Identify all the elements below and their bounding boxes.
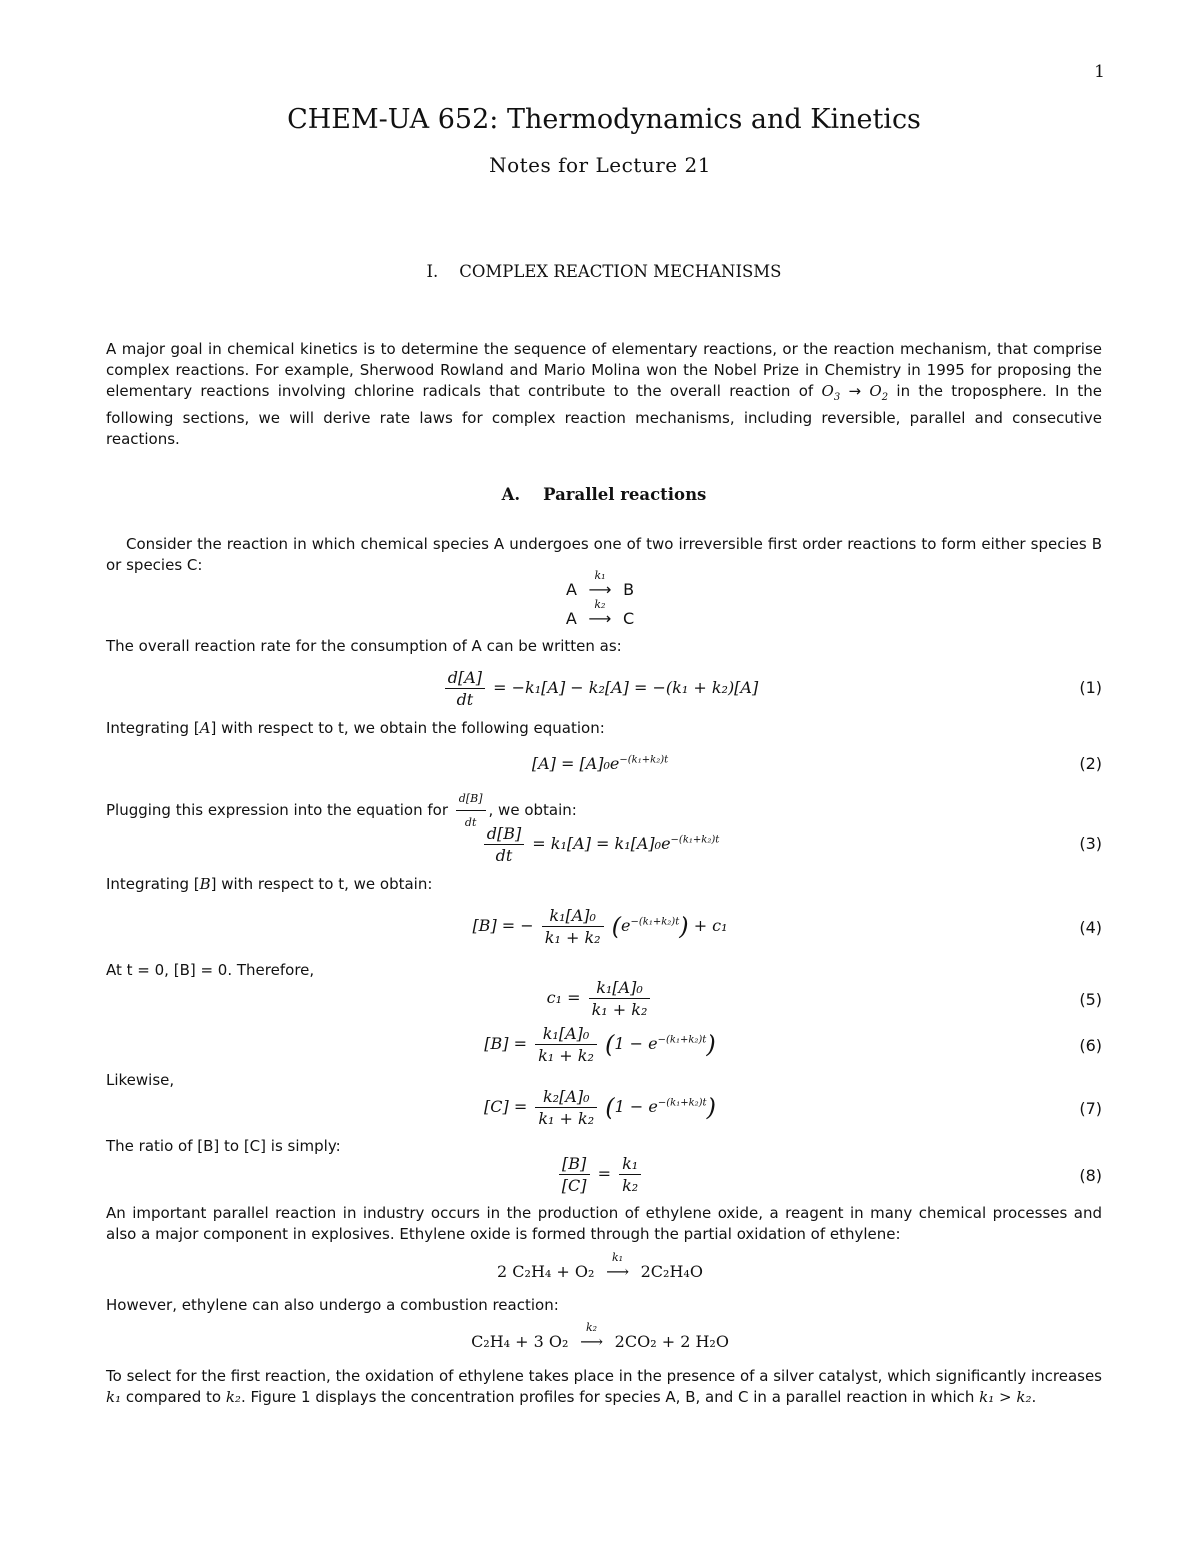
- rate-constant: k₂: [594, 598, 606, 611]
- exponent: −(k₁+k₂)t: [619, 754, 669, 766]
- numerator: k₁[A]₀: [535, 1024, 597, 1045]
- ratio-text: The ratio of [B] to [C] is simply:: [106, 1137, 341, 1155]
- products: 2CO₂ + 2 H₂O: [614, 1332, 729, 1351]
- coefficient-fraction: [542, 906, 604, 947]
- rate-constant-k1: k₁: [106, 1388, 122, 1406]
- numerator: d[A]: [445, 668, 485, 689]
- inner-term: 1 − e: [614, 1034, 658, 1053]
- integrating-a-text: [106, 718, 1102, 739]
- exponent: −(k₁+k₂)t: [657, 1097, 707, 1109]
- equation-number: (8): [1079, 1166, 1102, 1185]
- exponent: −(k₁+k₂)t: [657, 1034, 707, 1046]
- rate-arrow: k₁ ⟶: [604, 1262, 632, 1281]
- text-part: To select for the first reaction, the oxidation of ethylene takes place in the presence of a silver catalyst, which significantly increases: [106, 1367, 1102, 1385]
- text-part: , we obtain:: [488, 801, 577, 819]
- numerator: k₁[A]₀: [589, 978, 651, 999]
- numerator: [B]: [559, 1154, 590, 1175]
- denominator: dt: [456, 690, 474, 709]
- inner-term: 1 − e: [614, 1097, 658, 1116]
- denominator: k₁ + k₂: [591, 1000, 648, 1019]
- industry-paragraph: An important parallel reaction in industry occurs in the production of ethylene oxide, a reagent in many chemical processes and also a major component in explosives. Ethylene oxide is formed through the partial oxidation of ethylene:: [106, 1204, 1102, 1243]
- rate-arrow: k₂ ⟶: [586, 609, 614, 628]
- numerator: k₁[A]₀: [542, 906, 604, 927]
- rate-arrow: k₁ ⟶: [586, 580, 614, 599]
- intro-text-2: in the troposphere. In the following sections, we will derive rate laws for complex reaction mechanisms, including reversible, parallel and consecutive reactions.: [106, 382, 1102, 448]
- equation-rhs: = k₁[A] = k₁[A]₀e: [532, 834, 671, 853]
- integration-constant: + c₁: [693, 916, 728, 935]
- however-text: However, ethylene can also undergo a combustion reaction:: [106, 1296, 559, 1314]
- at-t0-text: At t = 0, [B] = 0. Therefore,: [106, 961, 315, 979]
- denominator: k₁ + k₂: [538, 1046, 594, 1065]
- section-title: COMPLEX REACTION MECHANISMS: [459, 262, 782, 281]
- section-heading: [0, 262, 1200, 281]
- numerator: k₂[A]₀: [535, 1087, 597, 1108]
- reactant: A: [565, 580, 577, 599]
- equation-number: (5): [1079, 990, 1102, 1009]
- section-number: I.: [426, 262, 439, 281]
- equation-lhs: [B] = −: [472, 916, 534, 935]
- equation-number: (4): [1079, 918, 1102, 937]
- equation-number: (3): [1079, 834, 1102, 853]
- equation-lhs: [B] =: [484, 1034, 528, 1053]
- text-part: ] with respect to t, we obtain:: [210, 875, 433, 893]
- subsection-heading: [0, 485, 1200, 504]
- denominator: dt: [495, 846, 513, 865]
- denominator: k₂: [622, 1176, 639, 1195]
- select-paragraph: [106, 1366, 1102, 1408]
- rate-constant: k₁: [611, 1251, 624, 1264]
- text-part: Integrating [: [106, 719, 200, 737]
- denominator: [C]: [561, 1176, 587, 1195]
- equation-lhs: [A] = [A]₀e: [531, 754, 620, 773]
- equation-number: (2): [1079, 754, 1102, 773]
- reactant: A: [565, 609, 577, 628]
- inner-term: e: [621, 916, 631, 935]
- variable: B: [199, 875, 211, 893]
- numerator: k₁: [619, 1154, 641, 1175]
- text-part: ] with respect to t, we obtain the following equation:: [210, 719, 605, 737]
- rate-constant: k₁: [594, 569, 606, 582]
- ratio-fraction-right: [619, 1154, 641, 1195]
- coefficient-fraction: [535, 1087, 597, 1128]
- text-part: . Figure 1 displays the concentration profiles for species A, B, and C in a parallel reaction in which: [240, 1388, 975, 1406]
- rate-inequality: k₁ > k₂: [979, 1388, 1032, 1406]
- equation-number: (1): [1079, 678, 1102, 697]
- text-part: compared to: [125, 1388, 222, 1406]
- rate-constant: k₂: [586, 1321, 598, 1334]
- variable: A: [199, 719, 211, 737]
- denominator: k₁ + k₂: [538, 1109, 595, 1128]
- ratio-fraction-left: [559, 1154, 590, 1195]
- overall-rate-text: The overall reaction rate for the consumption of A can be written as:: [106, 637, 622, 655]
- rate-arrow: k₂ ⟶: [578, 1332, 606, 1351]
- text-part: Plugging this expression into the equation for: [106, 801, 449, 819]
- document-subtitle: Notes for Lecture 21: [489, 153, 711, 177]
- page-number: 1: [1094, 62, 1105, 82]
- exponent: −(k₁+k₂)t: [670, 834, 720, 846]
- document-title: CHEM-UA 652: Thermodynamics and Kinetics: [287, 104, 921, 135]
- coefficient-fraction: [589, 978, 651, 1019]
- reaction-arrow: →: [848, 382, 862, 400]
- numerator: d[B]: [456, 788, 486, 811]
- equation-rhs: = −k₁[A] − k₂[A] = −(k₁ + k₂)[A]: [493, 678, 759, 697]
- equation-number: (7): [1079, 1099, 1102, 1118]
- subsection-letter: A.: [501, 485, 521, 504]
- denominator: dt: [464, 816, 477, 829]
- equation-number: (6): [1079, 1036, 1102, 1055]
- equation-lhs: [C] =: [484, 1097, 528, 1116]
- ozone-symbol: O: [821, 382, 834, 400]
- numerator: d[B]: [484, 824, 524, 845]
- coefficient-fraction: [535, 1024, 597, 1065]
- exponent: −(k₁+k₂)t: [630, 916, 680, 928]
- derivative-fraction: [484, 824, 524, 865]
- products: 2C₂H₄O: [640, 1262, 703, 1281]
- integrating-b-text: [106, 874, 1102, 895]
- equation-lhs: c₁ =: [546, 988, 581, 1007]
- oxygen-symbol: O: [869, 382, 882, 400]
- rate-constant-k2: k₂: [225, 1388, 241, 1406]
- likewise-text: Likewise,: [106, 1071, 175, 1089]
- product: C: [622, 609, 635, 628]
- consider-paragraph: Consider the reaction in which chemical species A undergoes one of two irreversible first order reactions to form either species B or species C:: [106, 535, 1102, 574]
- intro-paragraph: A major goal in chemical kinetics is to determine the sequence of elementary reactions, or the reaction mechanism, that comprise complex reactions. For example, Sherwood Rowland and Mario Molina won the Nobel Prize in Chemistry in 1995 for proposing the elementary reactions involving chlorine radicals that contribute to the overall reaction of $O_3 \to O_2$ in the troposphere. In the following sections, we will derive rate laws for complex reaction mechanisms, including reversible, parallel and consecutive reactions.: [106, 340, 1102, 448]
- reactants: 2 C₂H₄ + O₂: [497, 1262, 595, 1281]
- intro-text-1: A major goal in chemical kinetics is to determine the sequence of elementary reactions, or the reaction mechanism, that comprise complex reactions. For example, Sherwood Rowland and Mario Molina won the Nobel Prize in Chemistry in 1995 for proposing the elementary reactions involving chlorine radicals that contribute to the overall reaction of: [106, 340, 1102, 400]
- text-part: Integrating [: [106, 875, 200, 893]
- subsection-title: Parallel reactions: [543, 485, 707, 504]
- product: B: [623, 580, 635, 599]
- derivative-fraction: [445, 668, 485, 709]
- text-part: .: [1031, 1388, 1037, 1406]
- reactants: C₂H₄ + 3 O₂: [471, 1332, 569, 1351]
- denominator: k₁ + k₂: [544, 928, 601, 947]
